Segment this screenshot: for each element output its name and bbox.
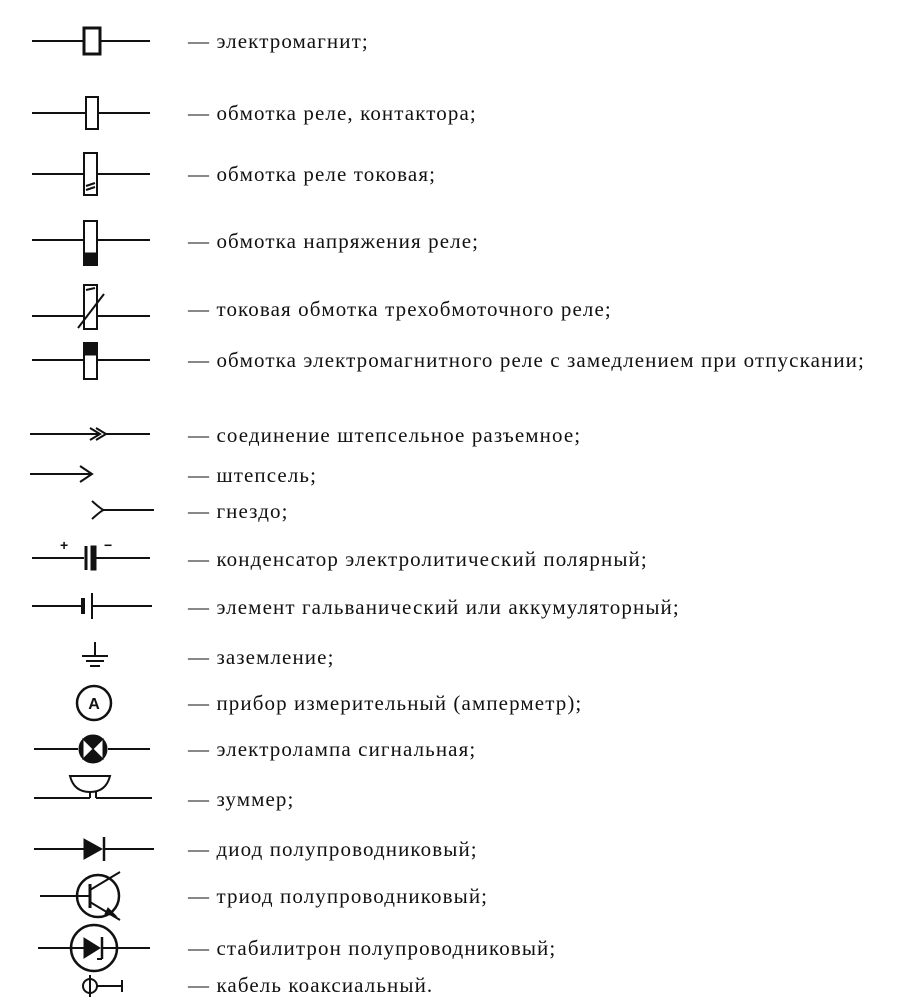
legend-item xyxy=(0,972,921,998)
legend-item xyxy=(0,592,921,620)
legend-label: — гнездо; xyxy=(188,499,289,523)
buzzer-icon xyxy=(20,772,170,808)
legend-item xyxy=(0,772,921,811)
legend-label: — диод полупроводниковый; xyxy=(188,837,478,861)
legend-label: — токовая обмотка трехобмоточного реле; xyxy=(188,297,612,321)
legend-item xyxy=(0,640,921,672)
legend-item xyxy=(0,684,921,722)
minus-sign: − xyxy=(104,537,113,553)
legend-label: — обмотка электромагнитного реле с замедлением при отпускании; xyxy=(188,348,865,372)
legend-label: — триод полупроводниковый; xyxy=(188,884,489,908)
legend-item xyxy=(0,538,921,572)
legend-label: — кабель коаксиальный. xyxy=(188,973,434,997)
legend-item xyxy=(0,498,921,522)
current-relay-coil-icon xyxy=(20,152,170,196)
legend-label: — электромагнит; xyxy=(188,29,369,53)
legend-label: — заземление; xyxy=(188,645,335,669)
legend-label: — элемент гальванический или аккумуляторный; xyxy=(188,595,680,619)
ground-icon xyxy=(20,640,170,672)
legend-label: — обмотка напряжения реле; xyxy=(188,229,480,253)
galvanic-cell-icon xyxy=(20,592,170,620)
legend-item xyxy=(0,732,921,766)
legend-label: — обмотка реле токовая; xyxy=(188,162,437,186)
legend-item xyxy=(0,342,921,404)
legend-label: — зуммер; xyxy=(188,787,295,811)
legend-item xyxy=(0,868,921,924)
ammeter-glyph: A xyxy=(88,696,100,713)
legend-item xyxy=(0,922,921,974)
voltage-relay-coil-icon xyxy=(20,220,170,266)
legend-label: — стабилитрон полупроводниковый; xyxy=(188,936,557,960)
legend-item xyxy=(0,152,921,196)
ammeter-icon xyxy=(20,684,170,722)
delayed-release-relay-coil-icon xyxy=(20,342,170,382)
plug-icon xyxy=(20,462,170,486)
legend-label: — штепсель; xyxy=(188,463,318,487)
three-winding-relay-coil-icon xyxy=(20,284,170,330)
legend-item xyxy=(0,422,921,446)
transistor-icon xyxy=(20,868,170,924)
legend-label: — соединение штепсельное разъемное; xyxy=(188,423,582,447)
socket-icon xyxy=(20,498,170,522)
legend-label: — обмотка реле, контактора; xyxy=(188,101,477,125)
zener-diode-icon xyxy=(20,922,170,974)
legend-item xyxy=(0,220,921,266)
legend-label: — электролампа сигнальная; xyxy=(188,737,477,761)
electromagnet-icon xyxy=(20,26,170,56)
plus-sign: + xyxy=(60,537,69,553)
electrolytic-capacitor-icon xyxy=(20,538,170,572)
legend-item xyxy=(0,96,921,130)
legend-item xyxy=(0,462,921,486)
legend-item xyxy=(0,26,921,56)
legend-label: — прибор измерительный (амперметр); xyxy=(188,691,583,715)
signal-lamp-icon xyxy=(20,732,170,766)
plug-socket-connection-icon xyxy=(20,422,170,446)
relay-coil-icon xyxy=(20,96,170,130)
diode-icon xyxy=(20,834,170,864)
legend-item xyxy=(0,284,921,330)
legend-item xyxy=(0,834,921,864)
legend-label: — конденсатор электролитический полярный; xyxy=(188,547,648,571)
coaxial-cable-icon xyxy=(20,972,170,998)
